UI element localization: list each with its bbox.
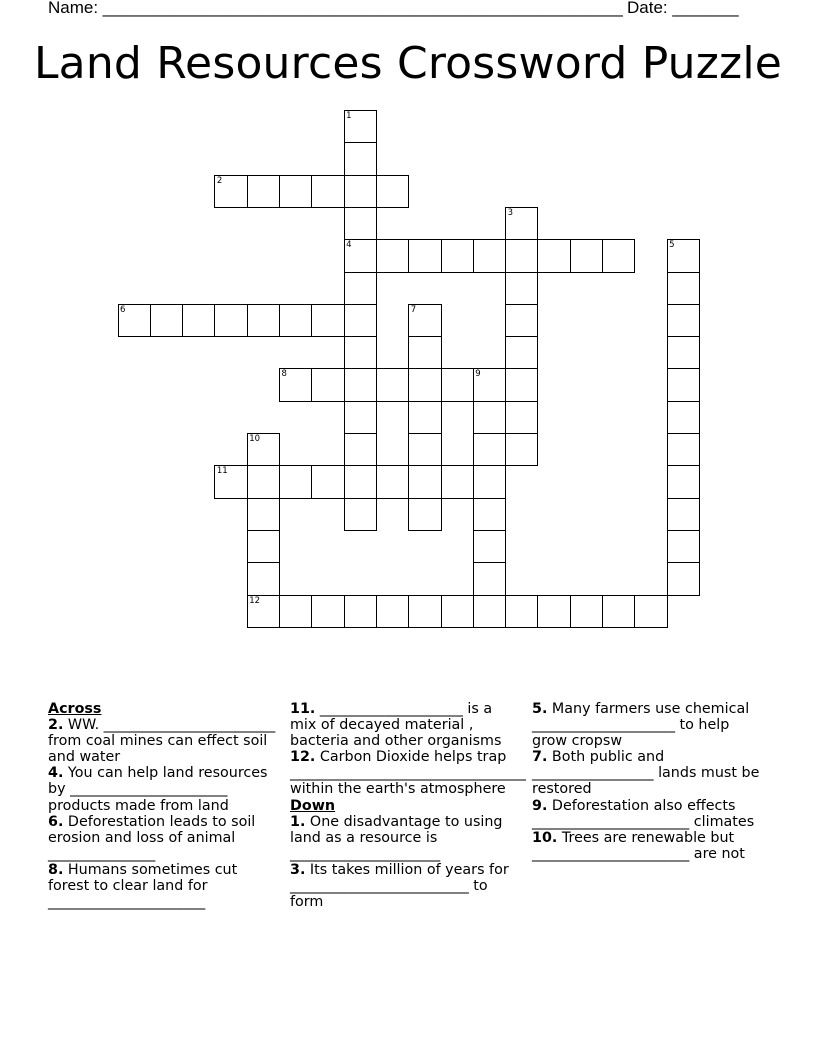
page-title: Land Resources Crossword Puzzle bbox=[33, 38, 783, 89]
clue-number-label: 2. bbox=[48, 717, 64, 734]
grid-cell bbox=[408, 498, 441, 531]
grid-cell bbox=[376, 595, 409, 628]
grid-cell bbox=[344, 465, 377, 498]
clue-item bbox=[532, 830, 767, 862]
clue-text: Many farmers use chemical ____________________ to help grow cropsw bbox=[532, 701, 750, 750]
clue-text: Deforestation leads to soil erosion and loss of animal _______________ bbox=[48, 813, 256, 862]
section-heading: Down bbox=[290, 797, 336, 814]
grid-cell bbox=[344, 142, 377, 175]
grid-cell bbox=[667, 530, 700, 563]
grid-cell bbox=[247, 498, 280, 531]
grid-cell bbox=[505, 336, 538, 369]
clue-number-label: 4. bbox=[48, 765, 64, 782]
clue-text: Deforestation also effects ______________________ climates bbox=[532, 797, 755, 830]
grid-cell bbox=[311, 175, 344, 208]
grid-cell bbox=[311, 465, 344, 498]
grid-cell bbox=[505, 272, 538, 305]
clue-text: Its takes million of years for _________________________ to form bbox=[290, 861, 509, 911]
clue-number: 3 bbox=[507, 207, 514, 218]
clue-number-label: 1. bbox=[290, 813, 306, 830]
grid-cell bbox=[311, 595, 344, 628]
grid-cell bbox=[570, 595, 603, 628]
grid-cell bbox=[634, 595, 667, 628]
clue-number-label: 3. bbox=[290, 861, 306, 878]
grid-cell bbox=[667, 498, 700, 531]
clue-text: WW. ________________________ from coal mines can effect soil and water bbox=[48, 717, 276, 766]
grid-cell bbox=[408, 401, 441, 434]
clue-text: Trees are renewable but ______________________ are not bbox=[532, 829, 745, 862]
clue-number: 2 bbox=[216, 175, 223, 186]
clue-text: You can help land resources by ______________________ products made from land bbox=[48, 765, 268, 814]
grid-cell bbox=[537, 595, 570, 628]
grid-cell bbox=[311, 304, 344, 337]
clue-item bbox=[48, 814, 278, 862]
grid-cell bbox=[473, 498, 506, 531]
grid-cell bbox=[344, 304, 377, 337]
grid-cell bbox=[408, 336, 441, 369]
grid-cell bbox=[667, 272, 700, 305]
grid-cell bbox=[247, 175, 280, 208]
grid-cell bbox=[344, 498, 377, 531]
grid-cell bbox=[505, 595, 538, 628]
grid-cell bbox=[667, 401, 700, 434]
grid-cell bbox=[247, 304, 280, 337]
clue-number: 11 bbox=[216, 466, 228, 477]
clue-number-label: 11. bbox=[290, 701, 316, 717]
grid-cell bbox=[247, 465, 280, 498]
grid-cell bbox=[667, 562, 700, 595]
grid-cell bbox=[182, 304, 215, 337]
clues-column-3 bbox=[532, 701, 767, 862]
grid-cell bbox=[344, 595, 377, 628]
grid-cell bbox=[408, 465, 441, 498]
grid-cell bbox=[473, 433, 506, 466]
grid-cell bbox=[247, 562, 280, 595]
grid-cell bbox=[376, 465, 409, 498]
grid-cell bbox=[376, 368, 409, 401]
grid-cell bbox=[279, 304, 312, 337]
grid-cell bbox=[344, 175, 377, 208]
grid-cell bbox=[505, 433, 538, 466]
grid-cell bbox=[441, 368, 474, 401]
section-heading: Across bbox=[48, 701, 102, 717]
grid-cell bbox=[279, 595, 312, 628]
clue-number: 8 bbox=[281, 369, 287, 380]
grid-cell bbox=[344, 401, 377, 434]
clue-number: 7 bbox=[410, 304, 417, 315]
grid-cell bbox=[376, 175, 409, 208]
grid-cell bbox=[408, 595, 441, 628]
grid-cell bbox=[602, 595, 635, 628]
grid-cell bbox=[667, 304, 700, 337]
clue-item bbox=[290, 749, 526, 798]
name-field: Name: _______________________________________________________ bbox=[48, 0, 623, 17]
clue-item bbox=[290, 701, 515, 749]
clues-column-2 bbox=[290, 701, 526, 911]
clue-number: 1 bbox=[346, 111, 352, 121]
clue-number: 12 bbox=[249, 595, 261, 606]
grid-cell bbox=[667, 368, 700, 401]
clue-number: 5 bbox=[669, 240, 675, 251]
grid-cell bbox=[505, 239, 538, 272]
clue-item bbox=[290, 814, 515, 862]
grid-cell bbox=[408, 368, 441, 401]
grid-cell bbox=[408, 433, 441, 466]
clue-number-label: 7. bbox=[532, 749, 548, 766]
grid-cell bbox=[441, 465, 474, 498]
clue-number-label: 8. bbox=[48, 861, 64, 878]
date-field: Date: _______ bbox=[627, 0, 739, 17]
clue-item bbox=[532, 798, 767, 830]
grid-cell bbox=[247, 530, 280, 563]
grid-cell bbox=[344, 272, 377, 305]
clue-text: Carbon Dioxide helps trap _________________________________ within the earth's atmosphere bbox=[290, 749, 526, 798]
clue-item bbox=[48, 862, 278, 910]
grid-cell bbox=[376, 239, 409, 272]
clue-item bbox=[48, 717, 278, 765]
clue-number: 9 bbox=[475, 369, 481, 380]
grid-cell bbox=[441, 595, 474, 628]
clue-number: 6 bbox=[120, 304, 126, 315]
grid-cell bbox=[344, 207, 377, 240]
grid-cell bbox=[441, 239, 474, 272]
grid-cell bbox=[473, 595, 506, 628]
grid-cell bbox=[505, 401, 538, 434]
grid-cell bbox=[150, 304, 183, 337]
clue-text: Both public and _________________ lands must be restored bbox=[532, 749, 760, 798]
clue-number: 10 bbox=[249, 434, 261, 444]
grid-cell bbox=[473, 562, 506, 595]
grid-cell bbox=[311, 368, 344, 401]
clue-number: 4 bbox=[346, 240, 352, 251]
grid-cell bbox=[473, 465, 506, 498]
clue-item bbox=[48, 765, 278, 813]
clue-number-label: 12. bbox=[290, 749, 316, 766]
grid-cell bbox=[279, 175, 312, 208]
grid-cell bbox=[570, 239, 603, 272]
grid-cell bbox=[602, 239, 635, 272]
clue-item bbox=[532, 701, 767, 749]
clue-text: ____________________ is a mix of decayed material , bacteria and other organisms bbox=[290, 701, 502, 750]
grid-cell bbox=[537, 239, 570, 272]
clue-text: One disadvantage to using land as a resource is _____________________ bbox=[290, 813, 503, 862]
clue-number-label: 10. bbox=[532, 829, 558, 846]
clue-item bbox=[290, 862, 515, 910]
clue-number-label: 5. bbox=[532, 701, 548, 717]
grid-cell bbox=[214, 304, 247, 337]
grid-cell bbox=[344, 433, 377, 466]
clue-text: Humans sometimes cut forest to clear land for ______________________ bbox=[48, 861, 238, 911]
grid-cell bbox=[667, 336, 700, 369]
grid-cell bbox=[344, 336, 377, 369]
grid-cell bbox=[279, 465, 312, 498]
grid-cell bbox=[473, 239, 506, 272]
grid-cell bbox=[505, 368, 538, 401]
grid-cell bbox=[505, 304, 538, 337]
grid-cell bbox=[344, 368, 377, 401]
clue-number-label: 9. bbox=[532, 797, 548, 814]
clue-item bbox=[532, 749, 767, 797]
grid-cell bbox=[473, 530, 506, 563]
grid-cell bbox=[667, 433, 700, 466]
grid-cell bbox=[473, 401, 506, 434]
clues-column-1 bbox=[48, 701, 278, 910]
grid-cell bbox=[667, 465, 700, 498]
grid-cell bbox=[408, 239, 441, 272]
clue-number-label: 6. bbox=[48, 813, 64, 830]
